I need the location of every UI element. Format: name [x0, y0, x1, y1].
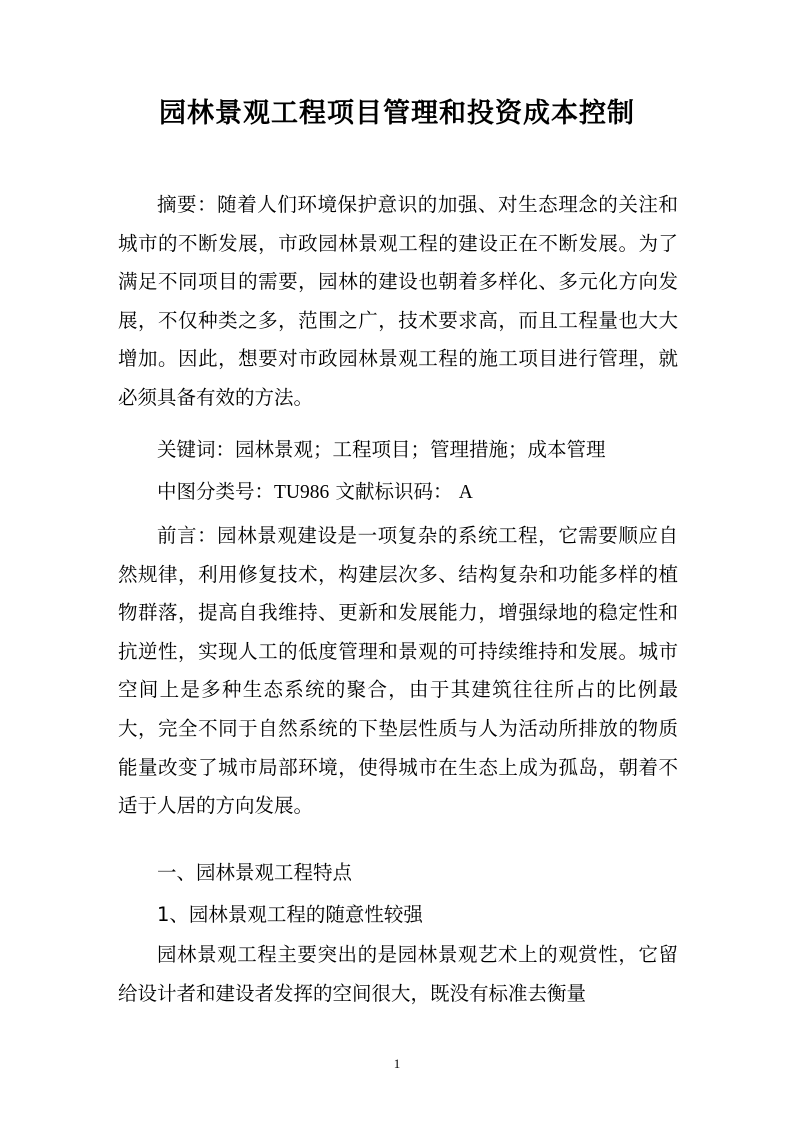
body-paragraph: 园林景观工程主要突出的是园林景观艺术上的观赏性，它留给设计者和建设者发挥的空间很大，既没有标准去衡量 [118, 943, 678, 1005]
section-heading: 一、园林景观工程特点 [157, 861, 353, 884]
abstract-paragraph: 摘要：随着人们环境保护意识的加强、对生态理念的关注和城市的不断发展，市政园林景观工程的建设正在不断发展。为了满足不同项目的需要，园林的建设也朝着多样化、多元化方向发展，不仅种类之多，范围之广，技术要求高，而且工程量也大大增加。因此，想要对市政园林景观工程的施工项目进行管理，就必须具备有效的方法。 [118, 193, 678, 409]
page-number: 1 [393, 1056, 401, 1071]
document-title: 园林景观工程项目管理和投资成本控制 [159, 98, 635, 129]
document-id-label: 文献标识码： [335, 480, 453, 503]
document-id-value: A [458, 482, 473, 503]
classification-line [157, 473, 473, 513]
subsection-heading: 1、园林景观工程的随意性较强 [157, 903, 423, 926]
classification-label: 中图分类号： [157, 480, 275, 503]
intro-paragraph: 前言：园林景观建设是一项复杂的系统工程，它需要顺应自然规律，利用修复技术，构建层次多、结构复杂和功能多样的植物群落，提高自我维持、更新和发展能力，增强绿地的稳定性和抗逆性，实现人工的低度管理和景观的可持续维持和发展。城市空间上是多种生态系统的聚合，由于其建筑往往所占的比例最大，完全不同于自然系统的下垫层性质与人为活动所排放的物质能量改变了城市局部环境，使得城市在生态上成为孤岛，朝着不适于人居的方向发展。 [118, 524, 678, 818]
classification-code: TU986 [274, 482, 330, 503]
keywords-line: 关键词：园林景观；工程项目；管理措施；成本管理 [157, 438, 606, 461]
